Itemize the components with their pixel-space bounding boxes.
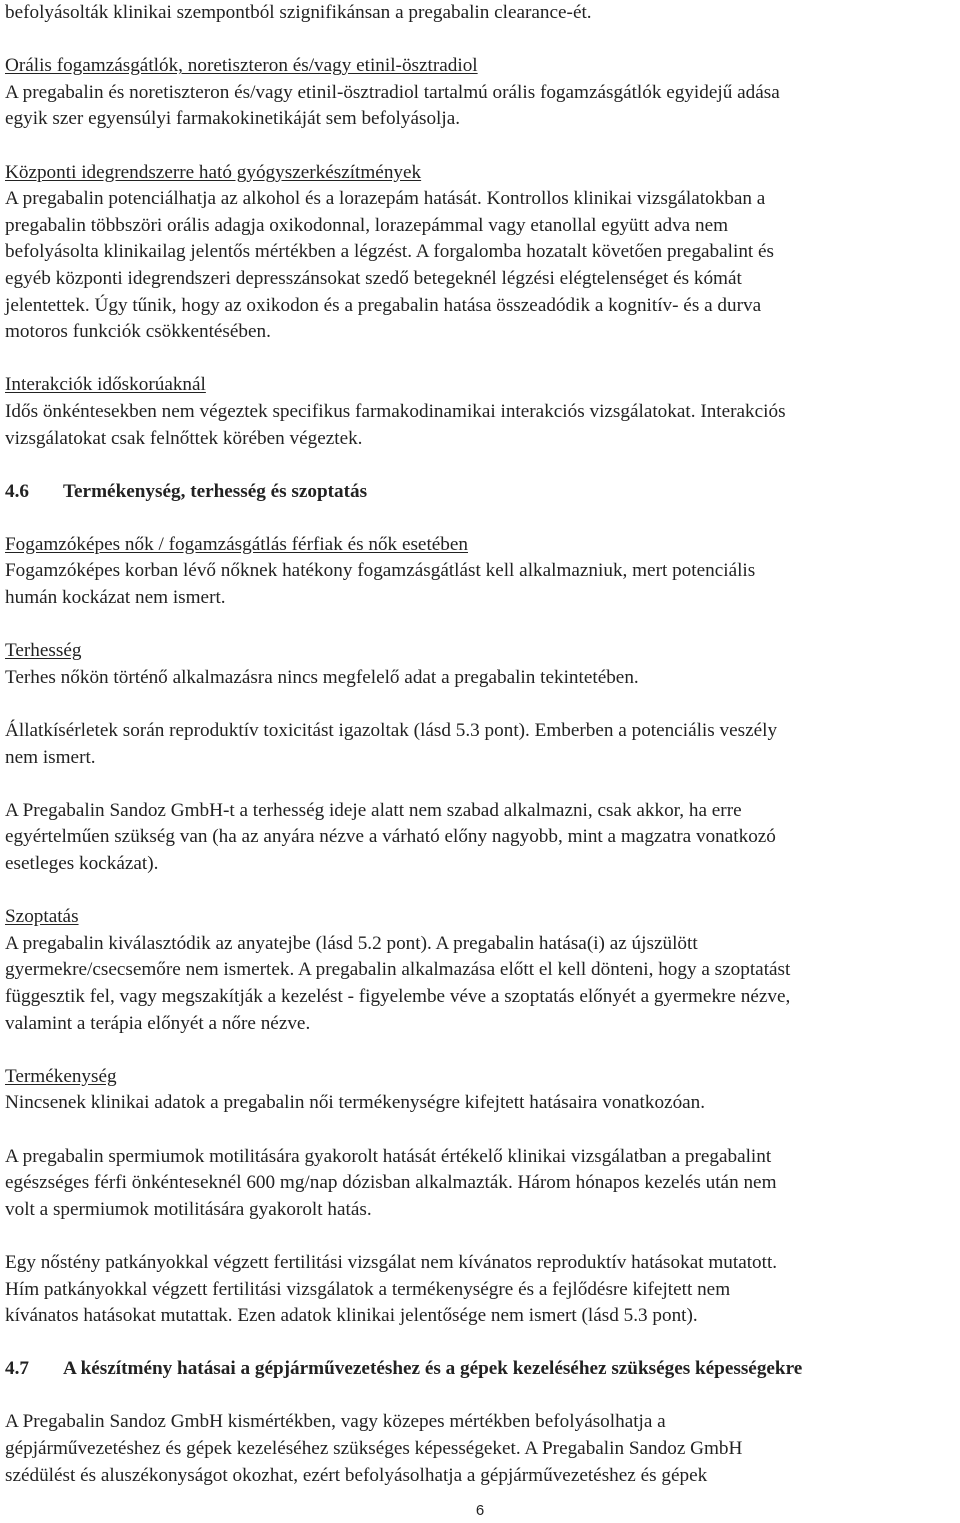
text-line: gyermekre/csecsemőre nem ismertek. A pregabalin alkalmazása előtt el kell dönteni, hogy a szoptatást (5, 959, 791, 981)
page-number: 6 (475, 1502, 485, 1519)
pregnancy-paragraph-2 (5, 718, 960, 771)
text-line: egészséges férfi önkénteseknél 600 mg/nap dózisban alkalmazták. Három hónapos kezelés után nem (5, 1172, 777, 1194)
text-line: A pregabalin és noretiszteron és/vagy etinil-ösztradiol tartalmú orális fogamzásgátlók egyidejű adása (5, 81, 780, 103)
paragraph-gap (5, 878, 960, 905)
paragraph-gap (5, 133, 960, 160)
contraception-heading: Fogamzóképes nők / fogamzásgátlás férfiak és nők esetében (5, 533, 469, 555)
text-line: esetleges kockázat). (5, 853, 159, 874)
paragraph-gap (5, 27, 960, 54)
fertility-paragraph-2 (5, 1144, 960, 1224)
text-line: Terhes nőkön történő alkalmazásra nincs megfelelő adat a pregabalin tekintetében. (5, 666, 639, 688)
contraception-section (5, 532, 960, 612)
section-number: 4.6 (5, 480, 29, 502)
text-line: A pregabalin kiválasztódik az anyatejbe (lásd 5.2 pont). A pregabalin hatása(i) az újszülött (5, 932, 698, 954)
text-line: A Pregabalin Sandoz GmbH kismértékben, vagy közepes mértékben befolyásolhatja a (5, 1411, 666, 1433)
paragraph-gap (5, 346, 960, 373)
text-line: A pregabalin potenciálhatja az alkohol és a lorazepám hatását. Kontrollos klinikai vizsgálatokban a (5, 188, 766, 210)
paragraph-gap (5, 771, 960, 798)
cns-drugs-section (5, 160, 960, 346)
cns-drugs-heading: Központi idegrendszerre ható gyógyszerkészítmények (5, 161, 422, 183)
continuation-line: befolyásolták klinikai szempontból szignifikánsan a pregabalin clearance-ét. (5, 2, 592, 23)
breastfeeding-heading: Szoptatás (5, 906, 79, 928)
paragraph-gap (5, 691, 960, 718)
paragraph-gap (5, 612, 960, 639)
section-title: A készítmény hatásai a gépjárművezetéshez és a gépek kezeléséhez szükséges képességekre (63, 1358, 803, 1380)
breastfeeding-section (5, 904, 960, 1037)
oral-contraceptives-heading: Orális fogamzásgátlók, noretiszteron és/vagy etinil-ösztradiol (5, 55, 478, 77)
elderly-paragraph (5, 399, 960, 452)
text-line: valamint a terápia előnyét a nőre nézve. (5, 1012, 311, 1034)
fertility-paragraph-3 (5, 1250, 960, 1330)
section-number: 4.7 (5, 1358, 29, 1380)
text-line: egyéb központi idegrendszeri depresszánsokat szedő betegeknél légzési elégtelenséget és kómát (5, 267, 742, 289)
paragraph-gap (5, 505, 960, 532)
oral-contraceptives-paragraph (5, 80, 960, 133)
text-line: Nincsenek klinikai adatok a pregabalin női termékenységre kifejtett hatásaira vonatkozóan. (5, 1092, 706, 1114)
text-line: volt a spermiumok motilitására gyakorolt hatás. (5, 1198, 372, 1220)
text-line: nem ismert. (5, 746, 96, 768)
text-line: A Pregabalin Sandoz GmbH-t a terhesség ideje alatt nem szabad alkalmazni, csak akkor, ha erre (5, 799, 742, 821)
text-line: gépjárművezetéshez és gépek kezeléséhez szükséges képességeket. A Pregabalin Sandoz GmbH (5, 1438, 743, 1460)
fertility-heading: Termékenység (5, 1065, 117, 1087)
section-heading-4-6 (5, 479, 960, 506)
fertility-paragraph-1 (5, 1090, 960, 1117)
pregnancy-paragraph-1 (5, 665, 960, 692)
text-line: Állatkísérletek során reproduktív toxicitást igazoltak (lásd 5.3 pont). Emberben a potenciális veszély (5, 720, 778, 742)
contraception-paragraph (5, 558, 960, 611)
text-line: Hím patkányokkal végzett fertilitási vizsgálatok a termékenységre és a fejlődésre kifejtett nem (5, 1278, 731, 1300)
paragraph-gap (5, 1037, 960, 1064)
text-line: Fogamzóképes korban lévő nőknek hatékony fogamzásgátlást kell alkalmazniuk, mert potenciális (5, 560, 756, 582)
oral-contraceptives-section (5, 53, 960, 133)
cns-drugs-paragraph (5, 186, 960, 346)
document-page (5, 0, 960, 1489)
driving-paragraph (5, 1409, 960, 1489)
elderly-heading: Interakciók időskorúaknál (5, 374, 206, 396)
elderly-section (5, 372, 960, 452)
text-line: egyértelműen szükség van (ha az anyára nézve a várható előny nagyobb, mint a magzatra vonatkozó (5, 826, 776, 848)
text-line: humán kockázat nem ismert. (5, 587, 226, 609)
text-line: pregabalin többszöri orális adagja oxikodonnal, lorazepámmal vagy etanollal együtt adva nem (5, 214, 729, 236)
text-line: kívánatos hatásokat mutattak. Ezen adatok klinikai jelentősége nem ismert (lásd 5.3 pont). (5, 1305, 698, 1327)
text-line: jelentettek. Úgy tűnik, hogy az oxikodon és a pregabalin hatása összeadódik a kognitív- és a durva (5, 294, 762, 316)
section-title: Termékenység, terhesség és szoptatás (63, 480, 368, 502)
breastfeeding-paragraph (5, 931, 960, 1037)
text-line: Egy nőstény patkányokkal végzett fertilitási vizsgálat nem kívánatos reproduktív hatásokat mutatott. (5, 1251, 778, 1273)
fertility-section (5, 1064, 960, 1330)
text-line: egyik szer egyensúlyi farmakokinetikáját sem befolyásolja. (5, 108, 461, 130)
text-line: A pregabalin spermiumok motilitására gyakorolt hatását értékelő klinikai vizsgálatban a pregabalint (5, 1145, 772, 1167)
text-line: vizsgálatokat csak felnőttek körében végeztek. (5, 427, 363, 449)
paragraph-gap (5, 1117, 960, 1144)
text-line: függesztik fel, vagy megszakítják a kezelést - figyelembe véve a szoptatás előnyét a gyermekre nézve, (5, 985, 791, 1007)
pregnancy-heading: Terhesség (5, 640, 82, 662)
paragraph-gap (5, 1223, 960, 1250)
section-heading-4-7 (5, 1356, 960, 1383)
paragraph-gap (5, 452, 960, 479)
text-line: Idős önkéntesekben nem végeztek specifikus farmakodinamikai interakciós vizsgálatokat. Interakciós (5, 400, 786, 422)
pregnancy-section (5, 638, 960, 877)
paragraph-gap (5, 1383, 960, 1410)
text-line: motoros funkciók csökkentésében. (5, 321, 271, 343)
paragraph-gap (5, 1330, 960, 1357)
text-line: befolyásolta klinikailag jelentős mértékben a légzést. A forgalomba hozatalt követően pregabalint és (5, 241, 775, 263)
pregnancy-paragraph-3 (5, 798, 960, 878)
text-line: szédülést és aluszékonyságot okozhat, ezért befolyásolhatja a gépjárművezetéshez és gépek (5, 1464, 708, 1486)
driving-section (5, 1409, 960, 1489)
